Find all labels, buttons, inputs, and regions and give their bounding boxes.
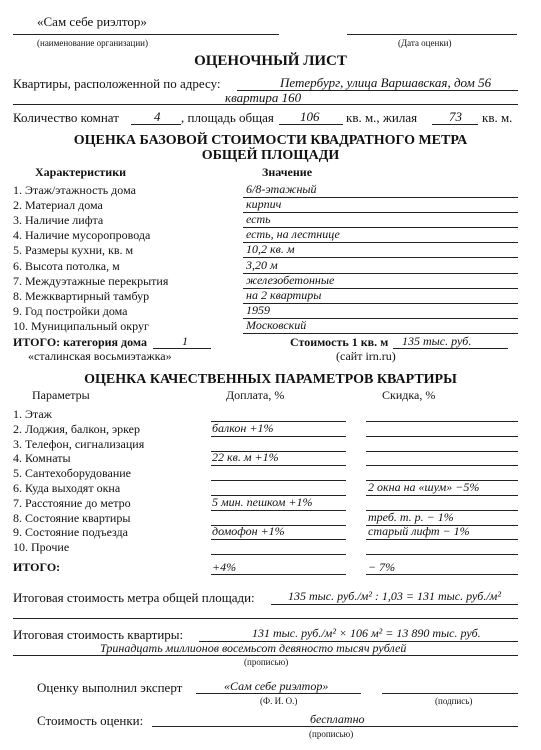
quality-row-label: 4. Комнаты — [13, 451, 71, 466]
base-row-label: 4. Наличие мусоропровода — [13, 228, 151, 243]
base-heading-2: ОБЩЕЙ ПЛОЩАДИ — [201, 148, 340, 163]
flat-value: 131 тыс. руб./м² × 106 м² = 13 890 тыс. руб. — [252, 626, 481, 640]
org-name: «Сам себе риэлтор» — [37, 14, 147, 29]
base-row-value: 3,20 м — [246, 257, 278, 272]
meter-value: 135 тыс. руб./м² : 1,03 = 131 тыс. руб./м² — [288, 589, 501, 603]
words-caption: (прописью) — [244, 657, 289, 667]
cost-label: Стоимость оценки: — [37, 713, 144, 728]
quality-row-label: 6. Куда выходят окна — [13, 481, 121, 495]
base-total-label: ИТОГО: категория дома — [13, 335, 147, 349]
base-row-label: 3. Наличие лифта — [13, 213, 104, 228]
quality-plus-underline — [211, 510, 346, 511]
base-row-value: есть, на лестнице — [246, 227, 340, 242]
quality-row-plus: 5 мин. пешком +1% — [212, 494, 313, 509]
base-row-label: 10. Муниципальный округ — [13, 318, 149, 333]
signature-caption: (подпись) — [435, 696, 473, 706]
base-col-value: Значение — [262, 165, 313, 179]
meter-underline — [271, 604, 518, 605]
base-row-value: железобетонные — [246, 272, 335, 287]
org-caption: (наименование организации) — [37, 38, 148, 48]
quality-total-plus: +4% — [212, 560, 237, 574]
base-row-value: 10,2 кв. м — [246, 242, 295, 257]
quality-plus-underline — [211, 539, 346, 540]
base-heading-1: ОЦЕНКА БАЗОВОЙ СТОИМОСТИ КВАДРАТНОГО МЕТРА — [73, 133, 468, 148]
org-underline — [13, 34, 279, 35]
expert-label: Оценку выполнил эксперт — [37, 680, 183, 695]
base-row-value: на 2 квартиры — [246, 287, 322, 302]
base-row-underline — [243, 212, 518, 213]
quality-heading: ОЦЕНКА КАЧЕСТВЕННЫХ ПАРАМЕТРОВ КВАРТИРЫ — [84, 372, 457, 387]
base-row-value: кирпич — [246, 197, 282, 212]
category-value: 1 — [182, 334, 188, 348]
quality-row-label: 7. Расстояние до метро — [13, 495, 131, 510]
base-row-label: 6. Высота потолка, м — [13, 258, 120, 273]
price-value: 135 тыс. руб. — [402, 334, 472, 348]
quality-row-plus: балкон +1% — [212, 420, 274, 435]
quality-row-label: 3. Телефон, сигнализация — [13, 436, 145, 451]
fio-caption: (Ф. И. О.) — [260, 696, 298, 706]
quality-plus-underline — [211, 465, 346, 466]
expert-value: «Сам себе риэлтор» — [224, 679, 329, 693]
category-name: «сталинская восьмиэтажка» — [28, 349, 172, 363]
flat-words: Тринадцать миллионов восемьсот девяносто тысяч рублей — [100, 641, 407, 655]
quality-plus-underline — [211, 436, 346, 437]
base-col-characteristics: Характеристики — [35, 165, 127, 179]
base-row-underline — [243, 303, 518, 304]
quality-total-minus: − 7% — [368, 560, 396, 574]
quality-row-label: 5. Сантехоборудование — [13, 466, 132, 481]
address-line-1: Петербург, улица Варшавская, дом 56 — [280, 75, 492, 90]
quality-plus-underline — [211, 480, 346, 481]
quality-row-minus: старый лифт − 1% — [368, 524, 470, 539]
quality-col-minus: Скидка, % — [382, 388, 436, 402]
quality-minus-underline — [366, 465, 518, 466]
rooms-label: Количество комнат — [13, 110, 119, 125]
quality-row-label: 2. Лоджия, балкон, эркер — [13, 421, 141, 436]
address-line-2: квартира 160 — [225, 90, 302, 105]
quality-col-plus: Доплата, % — [226, 388, 285, 402]
quality-minus-underline — [366, 451, 518, 452]
area-label: , площадь общая — [181, 110, 274, 125]
base-row-label: 9. Год постройки дома — [13, 303, 128, 318]
quality-total-label: ИТОГО: — [13, 560, 61, 574]
date-underline — [347, 34, 517, 35]
quality-minus-underline — [366, 495, 518, 496]
base-row-label: 2. Материал дома — [13, 198, 103, 213]
meter-label: Итоговая стоимость метра общей площади: — [13, 590, 255, 605]
page-title: ОЦЕНОЧНЫЙ ЛИСТ — [194, 53, 347, 69]
base-row-label: 1. Этаж/этажность дома — [13, 183, 136, 197]
quality-col-params: Параметры — [32, 388, 90, 402]
cost-value: бесплатно — [310, 712, 365, 726]
base-row-underline — [243, 333, 518, 334]
quality-minus-underline — [366, 554, 518, 555]
cost-caption: (прописью) — [309, 729, 354, 739]
base-row-label: 7. Междуэтажные перекрытия — [13, 273, 169, 288]
quality-row-label: 9. Состояние подъезда — [13, 525, 128, 540]
quality-row-minus: 2 окна на «шум» −5% — [368, 480, 480, 494]
area-living-value: 73 — [449, 109, 462, 124]
base-row-underline — [243, 257, 518, 258]
unit-label-2: кв. м. — [482, 110, 513, 125]
unit-label-1: кв. м., жилая — [346, 110, 418, 125]
quality-row-label: 1. Этаж — [13, 407, 52, 421]
quality-plus-underline — [211, 554, 346, 555]
address-label: Квартиры, расположенной по адресу: — [13, 76, 221, 91]
base-row-value: 6/8-этажный — [246, 182, 317, 196]
base-row-label: 5. Размеры кухни, кв. м — [13, 243, 134, 258]
quality-row-plus: 22 кв. м +1% — [212, 450, 279, 465]
base-row-value: Московский — [246, 317, 307, 332]
date-caption: (Дата оценки) — [398, 38, 452, 48]
quality-row-minus: треб. т. р. − 1% — [368, 509, 454, 524]
quality-minus-underline — [366, 421, 518, 422]
base-row-label: 8. Межквартирный тамбур — [13, 288, 150, 303]
quality-minus-underline — [366, 539, 518, 540]
price-label: Стоимость 1 кв. м — [290, 335, 389, 349]
flat-label: Итоговая стоимость квартиры: — [13, 627, 184, 642]
quality-row-plus: домофон +1% — [212, 524, 285, 539]
quality-minus-underline — [366, 436, 518, 437]
base-row-value: есть — [246, 212, 271, 227]
rooms-value: 4 — [154, 109, 161, 124]
area-total-value: 106 — [300, 109, 320, 124]
signature-underline — [382, 693, 518, 694]
quality-row-label: 8. Состояние квартиры — [13, 510, 131, 525]
base-row-value: 1959 — [246, 302, 270, 317]
quality-row-label: 10. Прочие — [13, 540, 70, 555]
meter-underline-2 — [13, 618, 518, 619]
price-source: (сайт irn.ru) — [336, 349, 396, 363]
base-row-underline — [243, 197, 518, 198]
